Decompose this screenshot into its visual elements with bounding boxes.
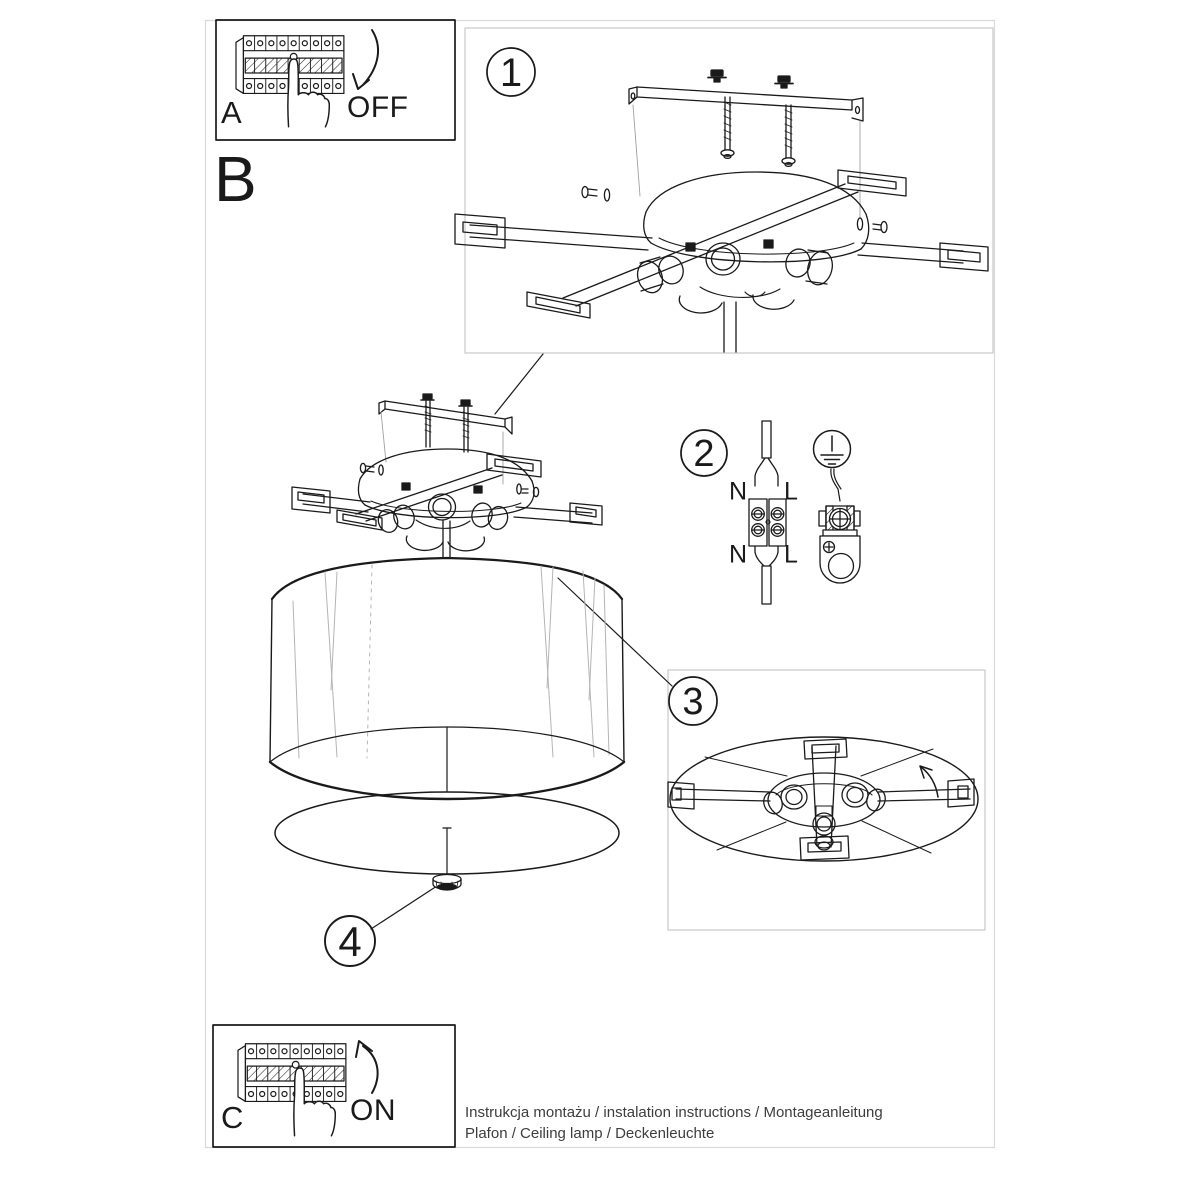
step2-wiring-drawing	[749, 421, 860, 604]
leader-to-step3	[558, 578, 672, 686]
canopy-body	[644, 172, 869, 262]
earth-ground-symbol-icon	[814, 431, 851, 468]
section-c-label: C	[221, 1100, 244, 1135]
lamp-sockets	[634, 240, 836, 313]
diffuser-drawing	[275, 792, 619, 890]
drum-shade-drawing	[270, 558, 624, 799]
step3-bottom-view-drawing	[668, 737, 978, 861]
ground-wire	[831, 469, 841, 501]
side-screws	[582, 187, 887, 233]
step1-exploded-drawing	[455, 70, 988, 352]
leader-to-step1	[495, 354, 543, 414]
leader-to-step4	[371, 884, 440, 929]
step2-number: 2	[693, 433, 715, 475]
neutral-label-top: N	[728, 477, 748, 506]
neutral-label-bottom: N	[728, 540, 748, 569]
bracket-screws	[421, 394, 472, 452]
rotation-arrow-icon	[920, 766, 938, 797]
socket-hub	[761, 773, 888, 850]
line-label-bottom: L	[784, 540, 798, 569]
footer-instructions-line: Instrukcja montażu / instalation instructions / Montageanleitung	[465, 1104, 883, 1121]
step3-number: 3	[682, 681, 704, 723]
footer-product-line: Plafon / Ceiling lamp / Deckenleuchte	[465, 1125, 715, 1142]
ground-clamp	[819, 506, 860, 583]
line-label-top: L	[784, 477, 798, 506]
step4-number: 4	[338, 918, 362, 965]
fixture-assembly-drawing	[292, 394, 602, 558]
terminal-block	[749, 499, 786, 546]
box-step-1	[465, 28, 993, 353]
on-label: ON	[350, 1094, 396, 1127]
off-label: OFF	[347, 91, 409, 124]
finial-cap	[433, 875, 461, 891]
section-b-label: B	[214, 143, 257, 215]
section-a-label: A	[221, 95, 242, 130]
on-arrow-icon	[356, 1041, 378, 1093]
breaker-panel-icon	[238, 1044, 346, 1102]
wall-screws	[721, 97, 795, 166]
fabric-creases	[293, 565, 609, 758]
page-frame	[206, 21, 995, 1148]
step1-number: 1	[499, 51, 523, 95]
off-arrow-icon	[353, 30, 378, 89]
mounting-bolts	[708, 70, 793, 88]
